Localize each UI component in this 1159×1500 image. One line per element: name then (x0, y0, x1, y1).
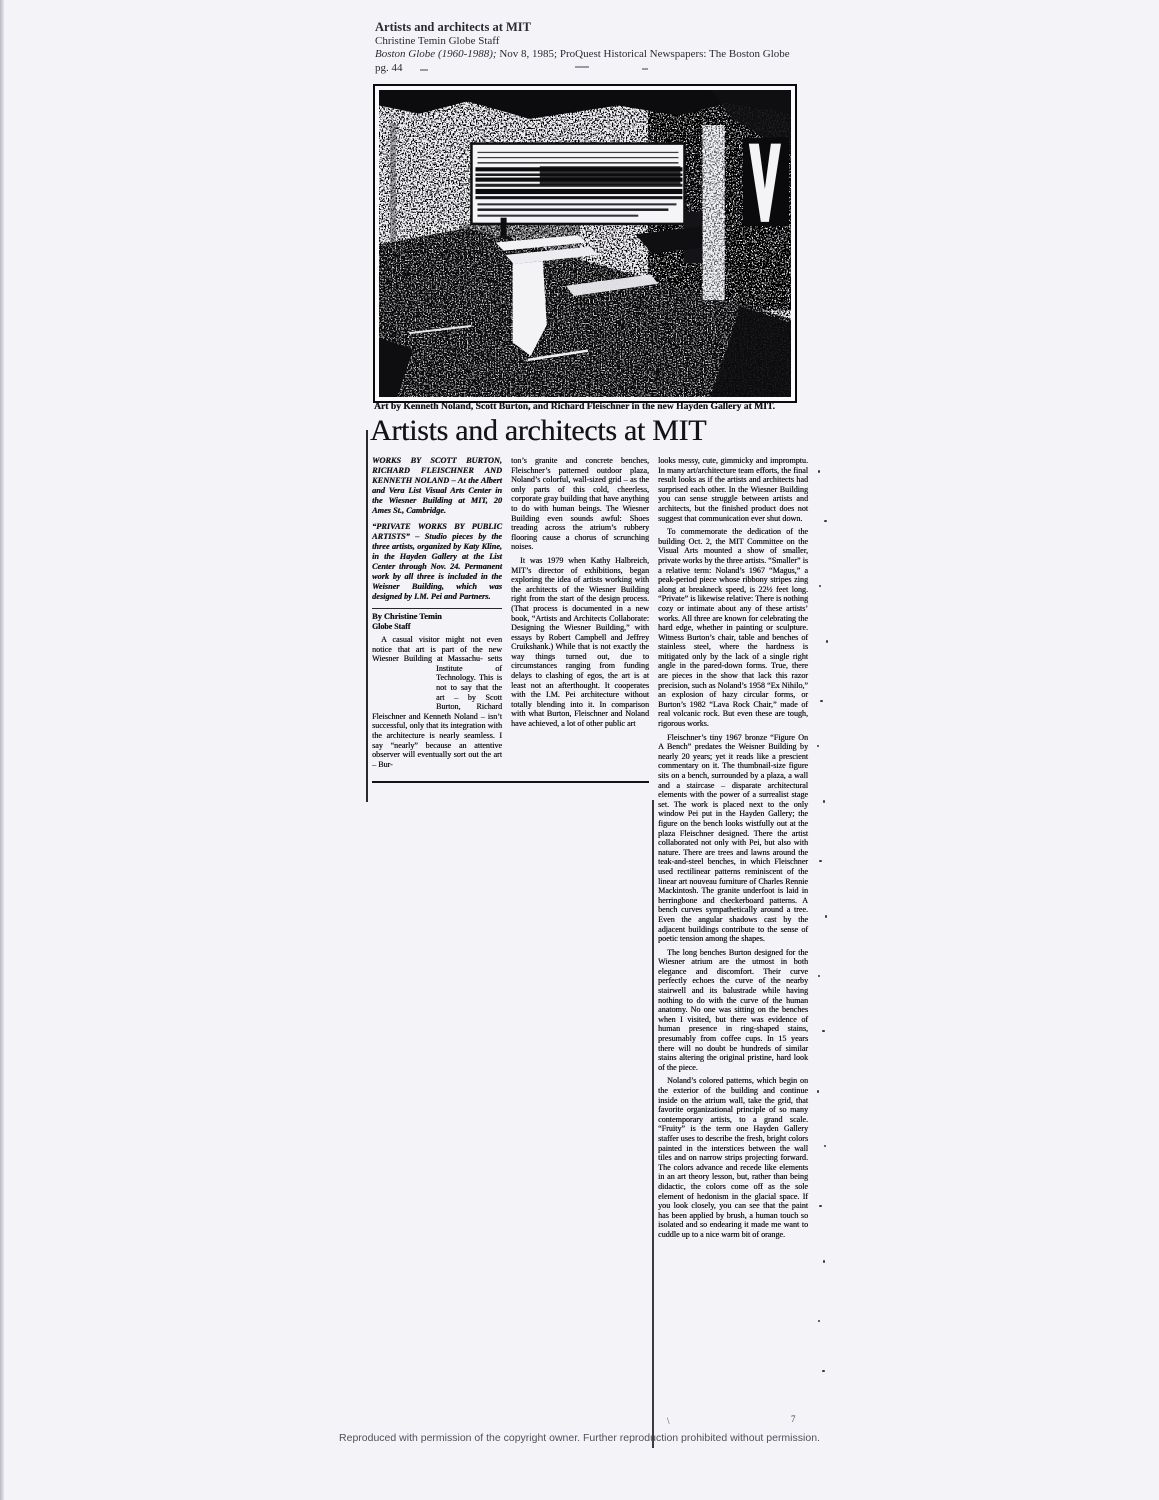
citation-page-number: pg. 44 (375, 61, 403, 74)
scan-dot (818, 1320, 820, 1322)
scan-dot (819, 585, 821, 587)
scan-dash (420, 69, 428, 71)
article-headline: Artists and architects at MIT (370, 414, 707, 447)
citation-byline: Christine Temin Globe Staff (375, 34, 500, 47)
article-byline (372, 608, 502, 632)
scan-dot (823, 1260, 825, 1263)
gallery-photo-image (379, 90, 791, 397)
scan-mark-slash: \ (667, 1416, 670, 1426)
byline-name: By Christine Temin (372, 612, 442, 621)
scan-dot (818, 470, 820, 473)
article-column-3 (658, 456, 808, 1244)
scan-dot (824, 1145, 826, 1147)
body-paragraph-col3-1: looks messy, cute, gimmicky and impromptu. In many art/architecture team efforts, the final result looks as if the artists and architects had surprised each other. In the Wiesner Building you can sense struggle between artists and architects, but the finished product does not suggest that communication ever shut down. (658, 456, 808, 523)
scan-dot (817, 745, 819, 747)
citation-source (375, 48, 790, 62)
scan-dot (818, 975, 820, 977)
scan-dot (820, 700, 823, 702)
scan-gap (372, 664, 436, 703)
body-paragraph-col3-4: The long benches Burton designed for the Wiesner atrium are the utmost in both elegance and discomfort. Their curve perfectly echoes the curve of the nearby stairwell and its balustrade while having nothing to do with the curve of the human anatomy. No one was sitting on the benches when I visited, but there was evidence of human presence in ring-shaped stains, presumably from coffee cups. In 15 years there will no doubt be hundreds of similar stains altering the original pristine, hard look of the piece. (658, 947, 808, 1072)
citation-title: Artists and architects at MIT (375, 20, 531, 34)
body-paragraph-col2-2: It was 1979 when Kathy Halbreich, MIT’s director of exhibitions, began exploring the idea of artists working with the architects of the Wiesner Building right from the start of the design process. (That process is documented in a new book, “Artists and Architects Collaborate: Designing the Wiesner Building,” with essays by Robert Campbell and Jeffrey Cruikshank.) While that is not exactly the way things turned out, due to circumstances ranging from funding delays to clashing of egos, the art is at least not an afterthought. It cooperates with the I.M. Pei architecture without totally blending into it. In comparison with what Burton, Fleischner and Noland have achieved, a lot of other public art (511, 555, 649, 729)
intro-paragraph-2: “PRIVATE WORKS BY PUBLIC ARTISTS” – Studio pieces by the three artists, organized by Katy Kline, in the Hayden Gallery at the List Center through Nov. 24. Permanent work by all three is included in the Weisner Building, which was designed by I.M. Pei and Partners. (372, 522, 502, 601)
intro-paragraph-1: WORKS BY SCOTT BURTON, RICHARD FLEISCHNER AND KENNETH NOLAND – At the Albert and Vera List Visual Arts Center in the Wiesner Building at MIT, 20 Ames St., Cambridge. (372, 456, 502, 515)
photo-caption: Art by Kenneth Noland, Scott Burton, and Richard Fleischner in the new Hayden Gallery at MIT. (374, 401, 775, 412)
body-paragraph-col2-1: ton’s granite and concrete benches, Fleischner’s patterned outdoor plaza, Noland’s colorful, wall-sized grid – as the only parts of this cold, cheerless, corporate gray building that have anything to do with human beings. The Wiesner Building even sounds awful: Shoes treading across the atrium’s rubbery flooring cause a chorus of scrunching noises. (511, 456, 649, 552)
body-paragraph-col3-2: To commemorate the dedication of the building Oct. 2, the MIT Committee on the Visual Arts mounted a show of smaller, private works by the three artists. “Smaller” is a relative term: Noland’s 1967 “Magus,” a peak-period piece whose ribbony stripes zing along at breakneck speed, is 22½ feet long. “Private” is likewise relative: There is nothing cozy or intimate about any of these artists’ works. All three are known for celebrating the hard edge, whether in painting or sculpture. Witness Burton’s chair, table and benches of stainless steel, where the hardness is mitigated only by the lack of a single right angle in the pared-down forms. True, there are pieces in the show that lack this razor precision, such as Noland’s 1958 “Ex Nihilo,” an explosion of hazy circular forms, or Burton’s 1982 “Lava Rock Chair,” made of real volcanic rock. But even these are tough, rigorous works. (658, 527, 808, 729)
scan-dot (826, 640, 828, 643)
body-paragraph-col1-start: A casual visitor might not even notice that art is part of the new Wiesner Building at Massachu- (372, 635, 502, 664)
scan-dot (819, 1205, 822, 1207)
article-column-2 (511, 456, 649, 773)
article-columns-1-2 (372, 456, 649, 783)
scan-dot (819, 860, 822, 862)
scan-dot (824, 520, 827, 522)
body-paragraph-col1 (372, 635, 502, 769)
scan-mark-seven: 7 (791, 1414, 796, 1424)
scan-dot (817, 1090, 819, 1093)
scan-dot (825, 915, 827, 918)
scan-dash (575, 66, 589, 68)
byline-org: Globe Staff (372, 622, 411, 631)
gallery-photo (373, 84, 797, 403)
article-body (364, 456, 808, 1244)
page-scan-edge (0, 0, 4, 1500)
body-paragraph-col3-5: Noland’s colored patterns, which begin on the exterior of the building and continue inside on the atrium wall, take the grid, that favorite organizational principle of so many contemporary artists, to a grand scale. “Fruity” is the term one Hayden Gallery staffer uses to describe the fresh, bright colors painted in the interstices between the wall tiles and on narrow strips projecting forward. The colors advance and recede like elements in an art theory lesson, but, rather than being didactic, the colors come off as the sole element of hedonism in the glacial space. If you look closely, you can see that the paint has been applied by brush, a human touch so isolated and so endearing it made me want to cuddle up to a nice warm bit of orange. (658, 1076, 808, 1239)
copyright-notice: Reproduced with permission of the copyright owner. Further reproduction prohibited without permission. (339, 1432, 820, 1444)
body-paragraph-col1-rest: setts Institute of Technology. This is not to say that the art – by Scott Burton, Richard Fleischner and Kenneth Noland – isn’t successful, only that its integration with the architecture is nearly seamless. I say “nearly” because an attentive observer will eventually sort out the art – Bur- (372, 654, 502, 769)
scan-dot (823, 800, 825, 803)
citation-source-rest: Nov 8, 1985; ProQuest Historical Newspapers: The Boston Globe (496, 48, 790, 60)
scan-dot (822, 1030, 825, 1032)
body-paragraph-col3-3: Fleischner’s tiny 1967 bronze “Figure On A Bench” predates the Weisner Building by nearly 20 years; yet it reads like a prescient commentary on it. The thumbnail-size figure sits on a bench, surrounded by a plaza, a wall and a staircase – disparate architectural elements with the power of a surrealist stage set. The work is placed next to the only window Pei put in the Hayden Gallery; the figure on the bench looks wistfully out at the plaza Fleischner designed. There the artist collaborated not only with Pei, but also with nature. There are trees and lawns around the teak-and-steel benches, in which Fleischner used rectilinear patterns reminiscent of the linear art nouveau furniture of Charles Rennie Mackintosh. The granite underfoot is laid in herringbone and checkerboard patterns. A bench curves sympathetically around a tree. Even the angular shadows cast by the adjacent buildings contribute to the sense of poetic tension among the shapes. (658, 732, 808, 944)
scan-dot (822, 1370, 825, 1372)
citation-source-journal: Boston Globe (1960-1988); (375, 48, 497, 60)
article-column-1 (372, 456, 502, 773)
scan-dash (642, 68, 648, 70)
